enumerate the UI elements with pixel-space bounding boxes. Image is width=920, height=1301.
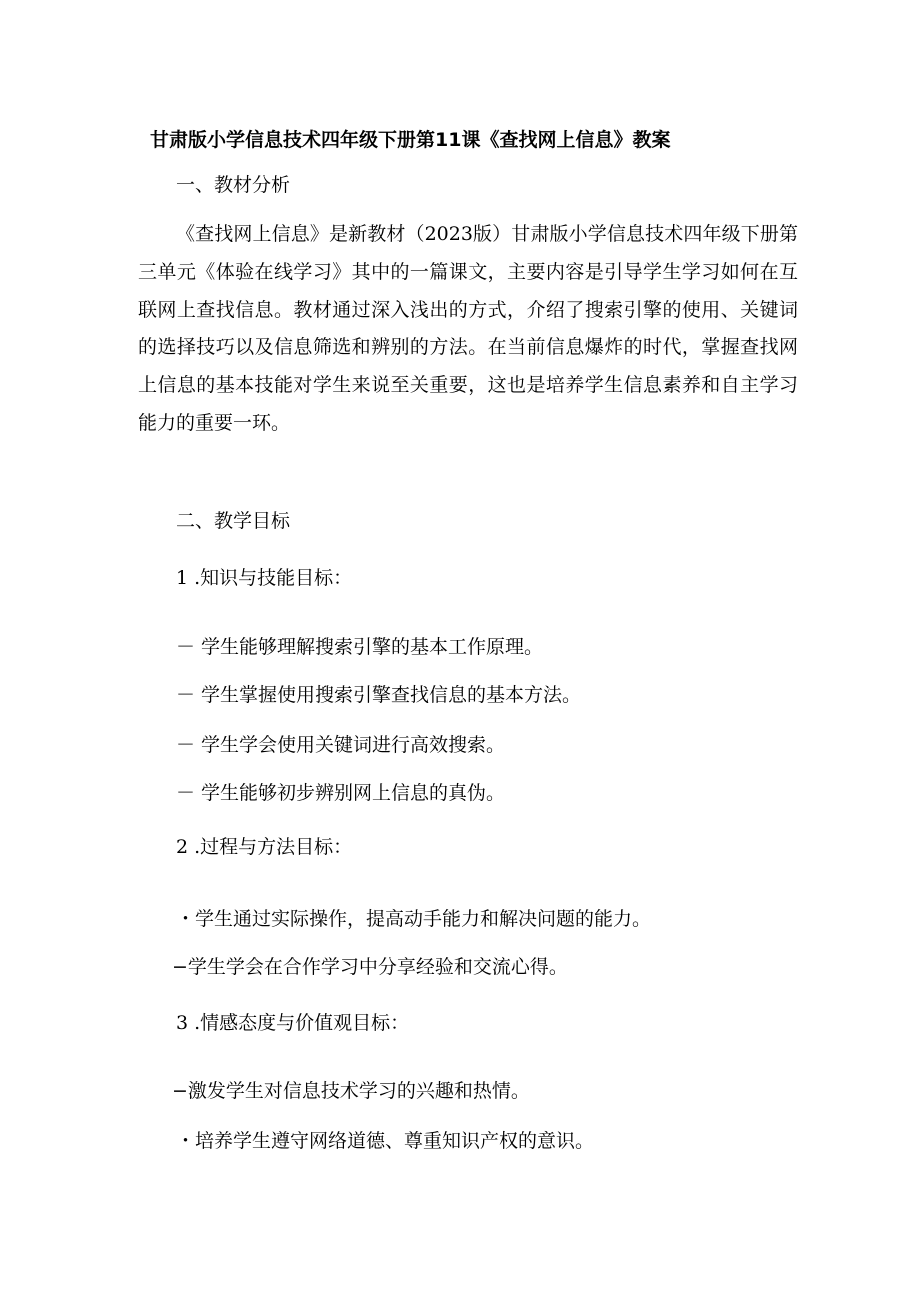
document-title: 甘肃版小学信息技术四年级下册第11课《查找网上信息》教案 [150,129,671,151]
goal-list-item: −学生学会在合作学习中分享经验和交流心得。 [172,956,568,978]
goal-list-item: ・培养学生遵守网络道德、尊重知识产权的意识。 [176,1130,595,1152]
goal-list-item: － 学生学会使用关键词进行高效搜索。 [176,734,506,756]
goal-heading-attitudes-values: 3 .情感态度与价值观目标： [176,1012,410,1034]
goal-list-item: ・学生通过实际操作，提高动手能力和解决问题的能力。 [176,908,652,930]
goal-list-item: － 学生能够理解搜索引擎的基本工作原理。 [176,636,544,658]
textbook-analysis-paragraph: 《查找网上信息》是新教材（2023版）甘肃版小学信息技术四年级下册第三单元《体验在线学习》其中的一篇课文，主要内容是引导学生学习如何在互联网上查找信息。教材通过深入浅出的方式，介绍了搜索引擎的使用、关键词的选择技巧以及信息筛选和辨别的方法。在当前信息爆炸的时代，掌握查找网上信息的基本技能对学生来说至关重要，这也是培养学生信息素养和自主学习能力的重要一环。 [138,223,798,434]
section-heading-textbook-analysis: 一、教材分析 [176,174,291,196]
goal-heading-process-methods: 2 .过程与方法目标： [176,836,353,858]
goal-list-item: −激发学生对信息技术学习的兴趣和热情。 [172,1080,530,1102]
goal-list-item: － 学生能够初步辨别网上信息的真伪。 [176,782,506,804]
goal-heading-knowledge-skills: 1 .知识与技能目标： [176,567,353,589]
goal-list-item: － 学生掌握使用搜索引擎查找信息的基本方法。 [176,684,582,706]
section-heading-teaching-goals: 二、教学目标 [176,510,291,532]
